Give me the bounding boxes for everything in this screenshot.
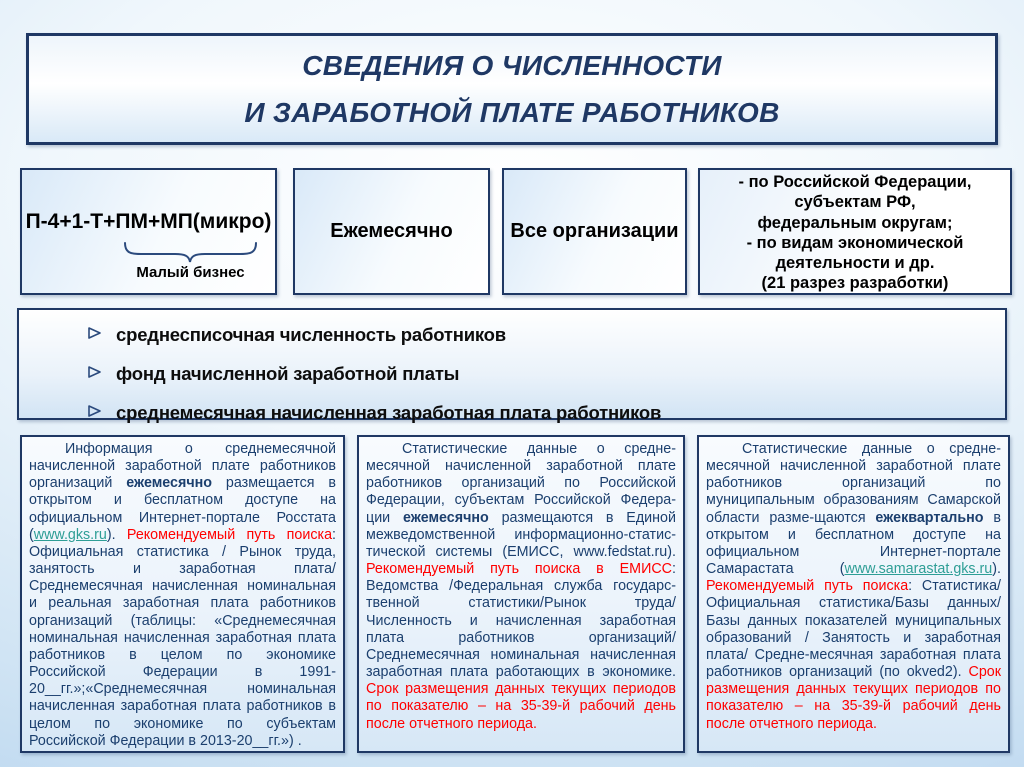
coverage-box	[502, 168, 687, 295]
text-run-normal: размещаются в Единой межведомственной информационно-статис-тической системы (ЕМИСС, www.fedstat.ru).	[366, 509, 676, 560]
text-run-normal: : Ведомства /Федеральная служба государс-твенной статистики/Рынок труда/ Численность и начисленная заработная плата работников организаций/ Среднемесячная номинальная начисленная заработная плата работающих в экономике.	[366, 561, 676, 681]
samarastat-paragraph	[706, 441, 1001, 733]
samarastat-link[interactable]: www.samarastat.gks.ru	[844, 561, 993, 578]
indicator-label: среднесписочная численность работников	[116, 324, 506, 345]
info-column-rosstat	[20, 435, 345, 753]
frequency-box	[293, 168, 490, 295]
text-run-normal: ).	[992, 561, 1001, 578]
page-title-line-2: И ЗАРАБОТНОЙ ПЛАТЕ РАБОТНИКОВ	[244, 96, 780, 128]
breakdown-line: субъектам РФ,	[794, 193, 916, 212]
text-run-red: Рекомендуемый путь поиска	[126, 526, 333, 543]
text-run-bold: ежеквартально	[875, 509, 984, 526]
text-run-red: Срок размещения данных текущих периодов по показателю – на 35-39-й рабочий день после отчетного периода.	[706, 664, 1001, 732]
indicators-box	[17, 308, 1007, 423]
indicator-label: среднемесячная начисленная заработная плата работников	[116, 402, 662, 423]
indicator-label: фонд начисленной заработной платы	[116, 363, 460, 384]
info-column-emiss	[357, 435, 685, 753]
rosstat-paragraph	[29, 441, 336, 750]
arrow-bullet-icon	[87, 326, 103, 345]
text-run-normal: ).	[106, 526, 127, 543]
breakdown-line: федеральным округам;	[757, 213, 953, 232]
emiss-paragraph	[366, 441, 676, 733]
text-run-red: Рекомендуемый путь поиска в ЕМИСС	[366, 561, 673, 578]
page-title-line-1: СВЕДЕНИЯ О ЧИСЛЕННОСТИ	[302, 49, 722, 81]
arrow-bullet-icon	[87, 404, 103, 423]
form-label: П-4+1-Т+ПМ+МП(микро)	[25, 210, 272, 233]
form-box	[20, 168, 277, 295]
coverage-label: Все организации	[510, 220, 679, 242]
info-column-samarastat	[697, 435, 1010, 753]
breakdown-box	[698, 168, 1012, 295]
text-run-normal: размещается в открытом и бесплатном доступе на официальном Интернет-портале Росстата (	[29, 475, 336, 543]
breakdown-line: - по Российской Федерации,	[738, 173, 972, 191]
text-run-normal: Статистические данные о средне-месячной начисленной заработной плате работников организаций по муниципальным образованиям Самарской области разме-щаются	[706, 441, 1001, 526]
text-run-normal: в открытом и бесплатном доступе на официальном Интернет-портале Самарастата (	[706, 509, 1001, 578]
text-run-bold: ежемесячно	[126, 475, 213, 492]
arrow-bullet-icon	[87, 365, 103, 384]
breakdown-line: (21 разрез разработки)	[761, 274, 949, 293]
text-run-normal: : Официальная статистика / Рынок труда, занятость и заработная плата/ Среднемесячная начисленная номинальная и реальная заработная плата работников организаций (таблицы: «Среднемесячная номинальная начисленная заработная плата работников в целом по экономике Российской Федерации в 1991-20__гг.»;«Среднемесячная номинальная начисленная заработная плата работников в целом по экономике по субъектам Российской Федерации в 2013-20__гг.») .	[29, 526, 336, 749]
frequency-label: Ежемесячно	[330, 220, 453, 242]
breakdown-line: деятельности и др.	[775, 254, 935, 273]
small-business-note: Малый бизнес	[136, 264, 245, 281]
indicator-item	[87, 322, 1005, 348]
text-run-red: Срок размещения данных текущих периодов по показателю – на 35-39-й рабочий день после отчетного периода.	[366, 681, 676, 732]
title-box	[26, 33, 998, 145]
text-run-normal: : Статистика/Официальная статистика/Базы данных/ Базы данных показателей муниципальных образований / Занятость и заработная плата/ Средне-месячная заработная плата работников организаций (по okved2).	[706, 578, 1001, 681]
indicator-item	[87, 361, 1005, 387]
text-run-bold: ежемесячно	[402, 509, 489, 526]
indicator-item	[87, 400, 1005, 426]
text-run-red: Рекомендуемый путь поиска	[706, 578, 909, 595]
text-run-normal: Статистические данные о средне-месячной начисленной заработной плате работников организаций по Российской Федерации, субъектам Российской Федера-ции	[366, 441, 676, 526]
gks-ru-link[interactable]: www.gks.ru	[33, 526, 107, 543]
text-run-normal: Информация о среднемесячной начисленной заработной плате работников организаций	[29, 441, 336, 492]
breakdown-line: - по видам экономической	[746, 233, 964, 252]
